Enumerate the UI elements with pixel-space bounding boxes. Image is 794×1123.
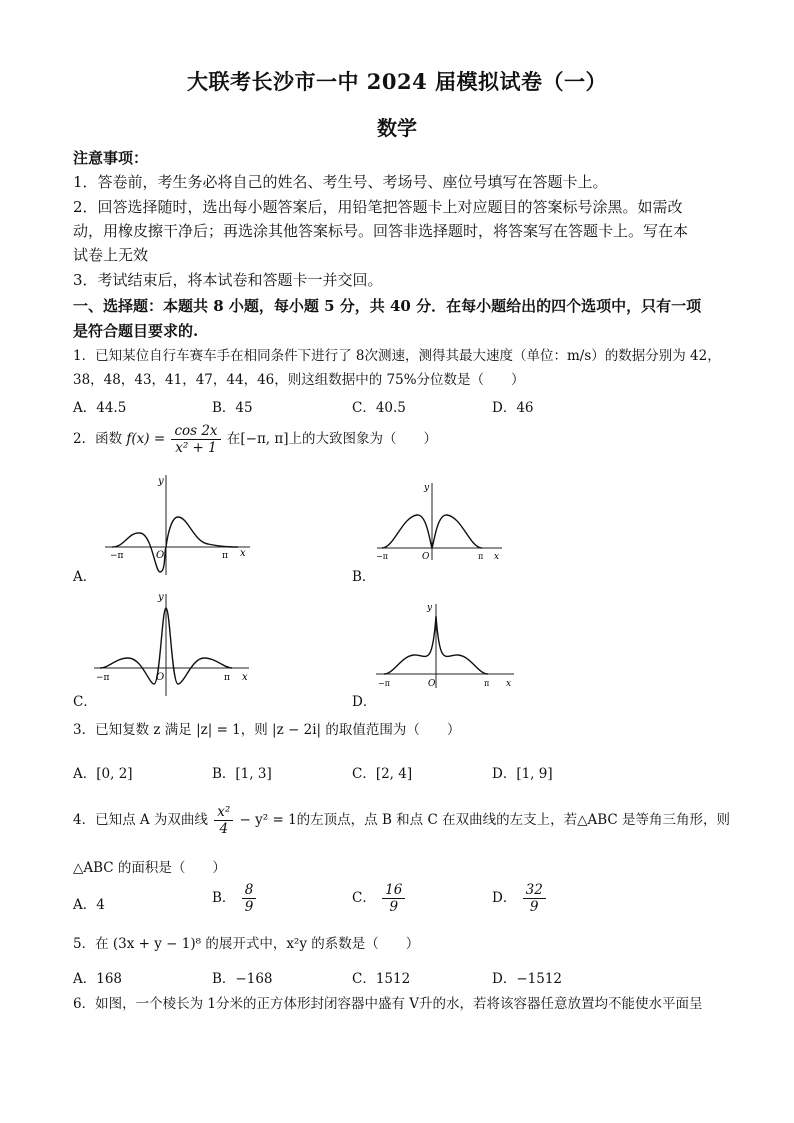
q4-text (73, 804, 730, 837)
graph-a-label: A． (73, 569, 97, 585)
q1-text: 1．已知某位自行车赛车手在相同条件下进行了 8次测速，测得其最大速度（单位：m/s）的数据分别为 42， (73, 348, 721, 364)
q4-fraction (214, 804, 233, 837)
q4-option-b-num: 8 (242, 882, 257, 899)
note-1: 1．答卷前，考生务必将自己的姓名、考生号、考场号、座位号填写在答题卡上。 (73, 173, 608, 191)
graph-b-pi: π (478, 552, 484, 561)
graph-a-x-label: x (240, 548, 246, 559)
graph-d-x-label: x (506, 679, 512, 689)
q4-denominator: 4 (219, 821, 229, 837)
q2-fraction (171, 423, 220, 456)
q2-func: f(x) = (126, 431, 166, 447)
graph-c-x-label: x (242, 672, 248, 683)
q4-option-d-label: D． (492, 890, 517, 906)
q5-text: 5．在 (3x + y − 1)⁸ 的展开式中，x²y 的系数是（ ） (73, 936, 420, 952)
graph-c-neg-pi: −π (96, 673, 110, 683)
graph-b-origin: O (422, 552, 430, 562)
q5-option-b: B．−168 (212, 971, 273, 987)
q2-denominator: x² + 1 (175, 440, 217, 456)
q4-option-c-fraction (382, 882, 405, 915)
graph-c-y-label: y (158, 592, 164, 603)
q2-prefix: 2．函数 (73, 431, 123, 447)
q6-text: 6．如图，一个棱长为 1分米的正方体形封闭容器中盛有 V升的水，若将该容器任意放置均不能使水平面呈 (73, 996, 703, 1012)
graph-b (372, 475, 512, 565)
graph-a-pi: π (222, 551, 228, 561)
section-heading: 一、选择题：本题共 8 小题，每小题 5 分，共 40 分．在每小题给出的四个选项中，只有一项 (73, 297, 702, 315)
graph-a (100, 470, 260, 580)
graph-b-x-label: x (494, 552, 500, 562)
q4-option-c-label: C． (352, 890, 376, 906)
note-3: 3．考试结束后，将本试卷和答题卡一并交回。 (73, 271, 383, 289)
q4-prefix: 4．已知点 A 为双曲线 (73, 812, 208, 828)
q4-option-d-fraction (523, 882, 546, 915)
q3-option-b: B．[1, 3] (212, 766, 272, 782)
q4-option-d (492, 882, 548, 915)
page-title: 大联考长沙市一中 2024 届模拟试卷（一） (186, 69, 608, 94)
q1-option-a: A．44.5 (73, 400, 127, 416)
note-2-end: 试卷上无效 (73, 246, 149, 264)
graph-c (94, 588, 259, 698)
q3-option-d: D．[1, 9] (492, 766, 553, 782)
graph-a-neg-pi: −π (110, 551, 124, 561)
graph-c-pi: π (224, 673, 230, 683)
graph-d (376, 598, 521, 690)
q3-text: 3．已知复数 z 满足 |z| = 1，则 |z − 2i| 的取值范围为（ ） (73, 722, 461, 738)
graph-d-label: D． (352, 694, 377, 710)
q4-option-c-den: 9 (389, 899, 399, 915)
q4-option-b-fraction (242, 882, 257, 915)
q2-suffix: 在[−π, π]上的大致图象为（ ） (226, 431, 438, 447)
q3-option-a: A．[0, 2] (73, 766, 133, 782)
graph-a-origin: O (156, 550, 165, 561)
graph-b-label: B． (352, 569, 376, 585)
graph-d-pi: π (484, 679, 490, 688)
graph-d-y-label: y (427, 603, 433, 613)
graph-a-curve (112, 517, 238, 572)
q1-option-d: D．46 (492, 400, 534, 416)
graph-b-neg-pi: −π (376, 552, 388, 561)
q4-option-d-num: 32 (523, 882, 546, 899)
note-2-cont: 动，用橡皮擦干净后；再选涂其他答案标号。回答非选择题时，将答案写在答题卡上。写在本 (73, 222, 689, 240)
q3-option-c: C．[2, 4] (352, 766, 413, 782)
q4-suffix: − y² = 1的左顶点，点 B 和点 C 在双曲线的左支上，若△ABC 是等角三角形，则 (239, 812, 731, 828)
graph-c-origin: O (156, 672, 165, 683)
q1-option-c: C．40.5 (352, 400, 406, 416)
graph-b-y-label: y (424, 483, 430, 493)
q4-option-a: A．4 (73, 897, 105, 913)
graph-c-label: C． (73, 694, 97, 710)
graph-d-neg-pi: −π (378, 679, 390, 688)
q5-option-a: A．168 (73, 971, 123, 987)
q4-option-b-den: 9 (244, 899, 254, 915)
q4-option-c (352, 882, 407, 915)
q5-option-d: D．−1512 (492, 971, 562, 987)
q1-option-b: B．45 (212, 400, 253, 416)
q4-option-b-label: B． (212, 890, 236, 906)
q4-option-d-den: 9 (529, 899, 539, 915)
note-2: 2．回答选择随时，选出每小题答案后，用铅笔把答题卡上对应题目的答案标号涂黑。如需改 (73, 198, 683, 216)
q4-text-cont: △ABC 的面积是（ ） (73, 860, 226, 876)
graph-a-y-label: y (158, 476, 164, 487)
section-heading-cont: 是符合题目要求的. (73, 322, 199, 340)
q4-numerator: x² (214, 804, 233, 821)
q2-text (73, 423, 437, 456)
q2-numerator: cos 2x (171, 423, 220, 440)
q1-text-cont: 38，48，43，41，47，44，46，则这组数据中的 75%分位数是（ ） (73, 372, 525, 388)
subject-title: 数学 (377, 116, 417, 140)
notes-heading: 注意事项： (73, 149, 149, 167)
graph-d-origin: O (428, 679, 436, 689)
q4-option-c-num: 16 (382, 882, 405, 899)
q4-option-b (212, 882, 258, 915)
q5-option-c: C．1512 (352, 971, 411, 987)
